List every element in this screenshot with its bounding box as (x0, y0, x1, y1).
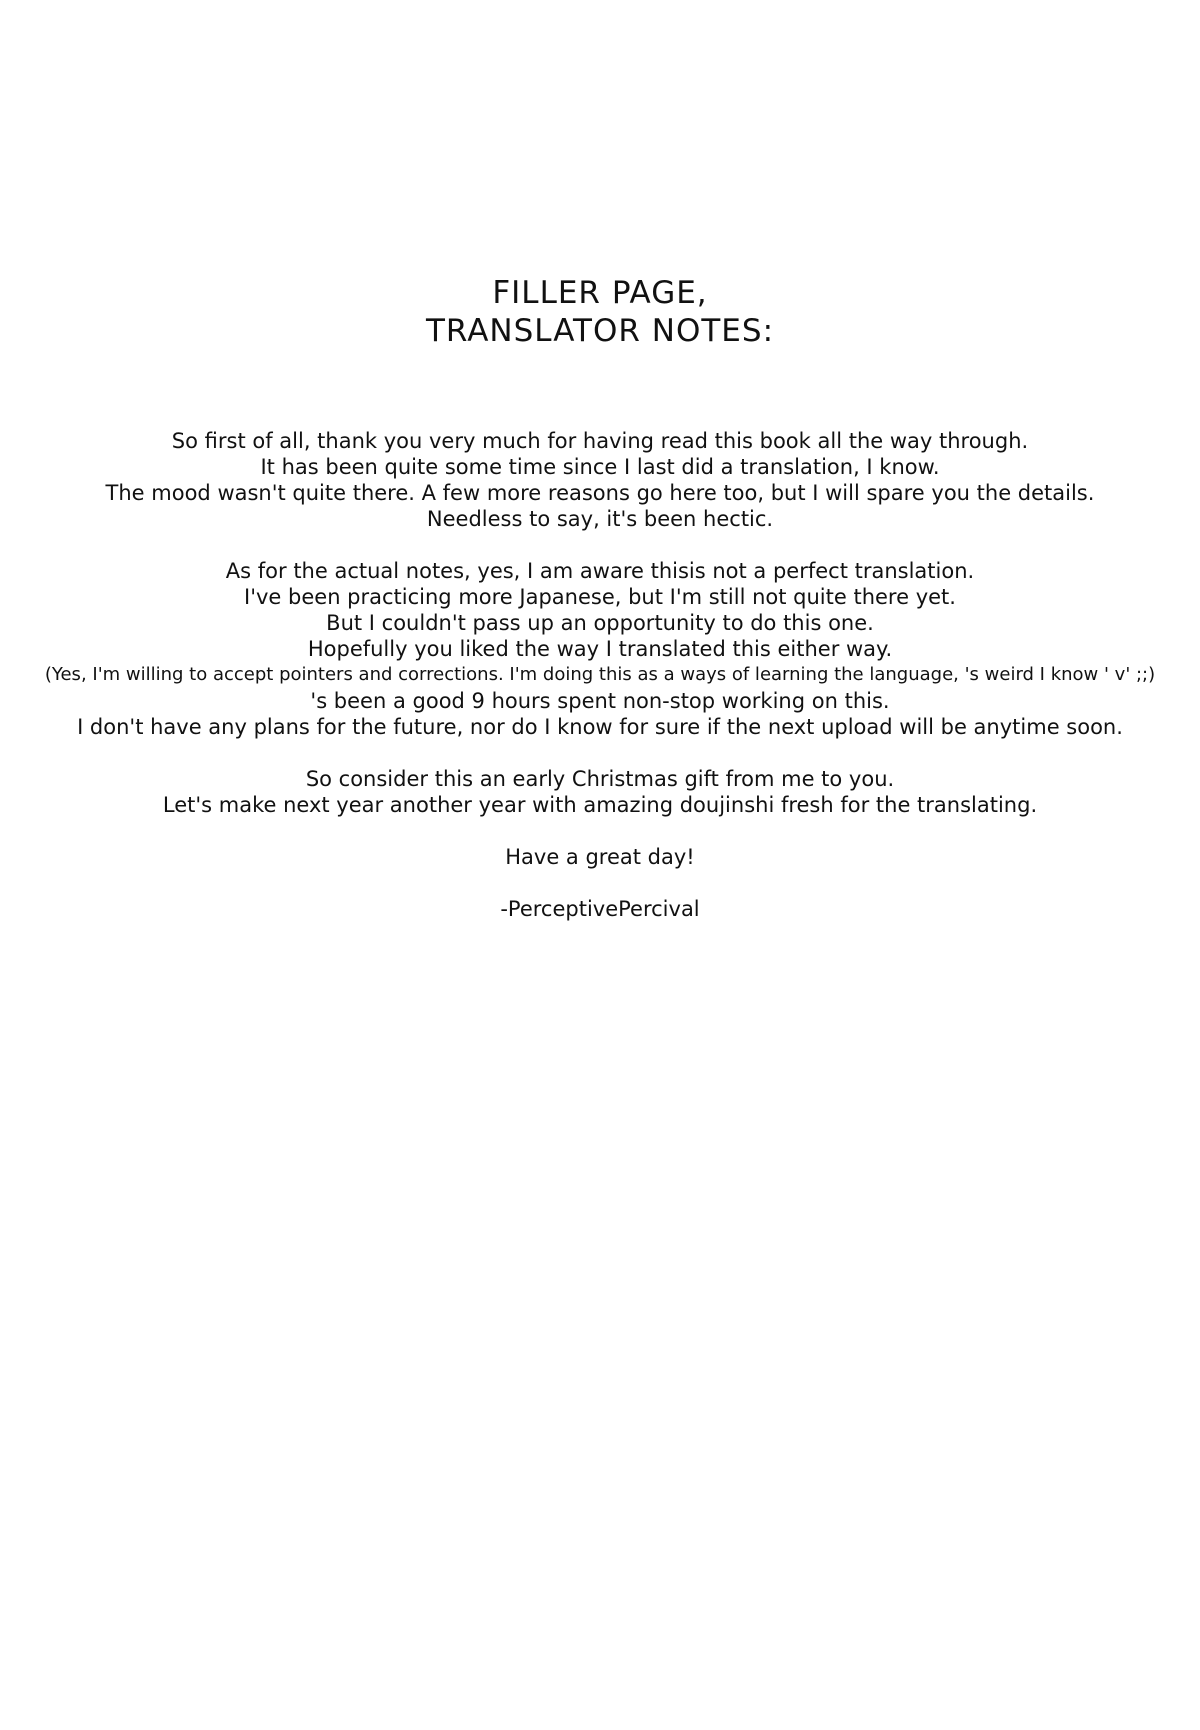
notes-body (0, 428, 1200, 922)
paragraph-gap (0, 870, 1200, 896)
text-line-parenthetical: (Yes, I'm willing to accept pointers and corrections. I'm doing this as a ways of learning the language, 's weird I know ' v' ;;) (44, 664, 1156, 685)
text-line: So consider this an early Christmas gift from me to you. (305, 767, 895, 791)
text-line: The mood wasn't quite there. A few more reasons go here too, but I will spare you the details. (105, 481, 1095, 505)
title-line-2: TRANSLATOR NOTES: (425, 313, 775, 349)
text-line: As for the actual notes, yes, I am aware thisis not a perfect translation. (225, 559, 975, 583)
text-line: Let's make next year another year with amazing doujinshi fresh for the translating. (162, 793, 1038, 817)
paragraph-gap (0, 532, 1200, 558)
text-line: I've been practicing more Japanese, but I'm still not quite there yet. (244, 585, 956, 609)
text-line: But I couldn't pass up an opportunity to do this one. (326, 611, 874, 635)
closing-line: Have a great day! (505, 845, 695, 869)
text-line: Hopefully you liked the way I translated this either way. (307, 637, 893, 661)
signature: -PerceptivePercival (500, 897, 700, 921)
paragraph-gap (0, 740, 1200, 766)
text-line: I don't have any plans for the future, nor do I know for sure if the next upload will be anytime soon. (77, 715, 1123, 739)
text-line: So first of all, thank you very much for having read this book all the way through. (171, 429, 1029, 453)
page-title (0, 274, 1200, 350)
text-line: 's been a good 9 hours spent non-stop working on this. (310, 689, 890, 713)
text-line: Needless to say, it's been hectic. (426, 507, 774, 531)
paragraph-gap (0, 818, 1200, 844)
text-line: It has been quite some time since I last did a translation, I know. (260, 455, 940, 479)
title-line-1: FILLER PAGE, (492, 275, 708, 311)
